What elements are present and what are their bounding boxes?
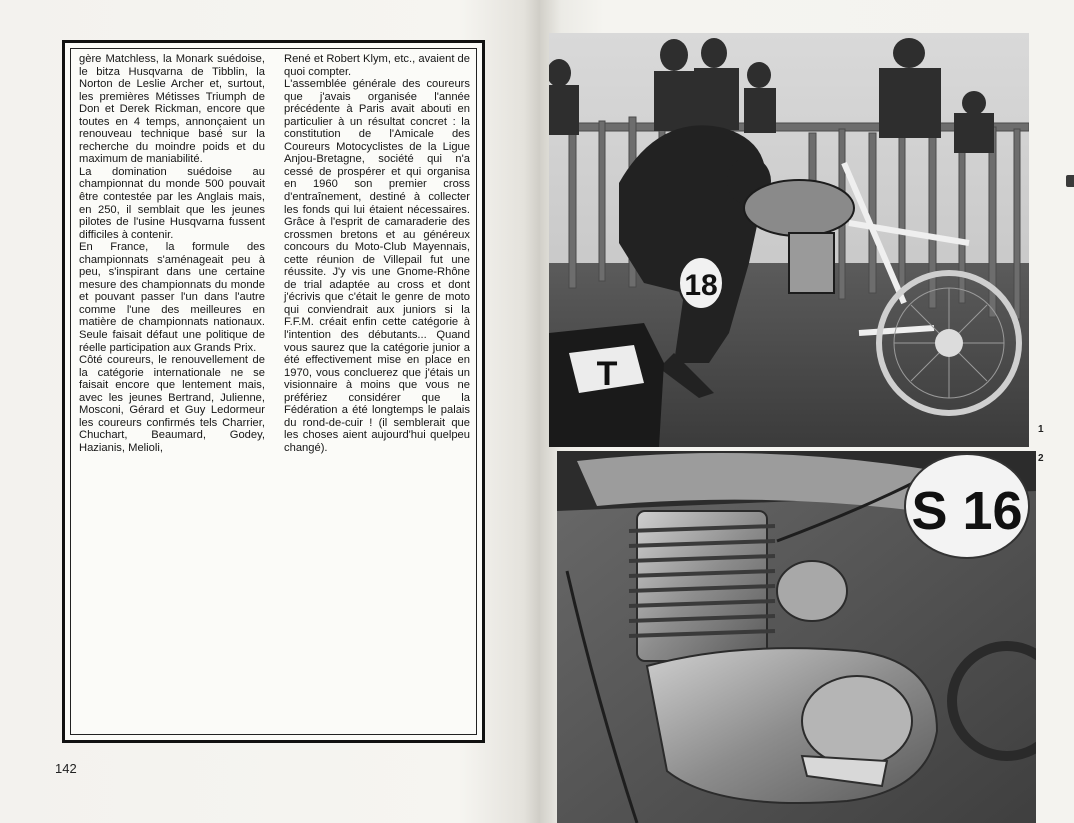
text-frame xyxy=(62,40,485,743)
photo-2-image xyxy=(557,451,1036,823)
page-edge-tab xyxy=(1066,175,1074,187)
race-number-18: 18 xyxy=(684,269,718,302)
photo-2-caption: 2 xyxy=(1038,453,1044,464)
fairing-letter: T xyxy=(596,355,618,393)
text-column-1 xyxy=(79,53,265,455)
photo-engine-closeup xyxy=(557,451,1036,823)
page-number: 142 xyxy=(55,761,77,776)
paragraph: En France, la formule des championnats s'aménageait peu à peu, s'inspirant dans une certaine mesure des championnats du monde et pouvant passer l'un dans l'autre comme l'une des meilleures en matière de championnats nationaux. Seule faisait défaut une politique de réelle participation aux Grands Prix. xyxy=(79,241,265,354)
text-column-2 xyxy=(284,53,470,455)
paragraph: gère Matchless, la Monark suédoise, le bitza Husqvarna de Tibblin, la Norton de Leslie Archer et, surtout, les premières Métisses Triumph de Don et Derek Rickman, encore que toutes en 4 temps, annonçaient un renouveau technique basé sur la recherche du moindre poids et du maximum de maniabilité. xyxy=(79,53,265,166)
photo-1-image xyxy=(549,33,1029,447)
photo-1-caption: 1 xyxy=(1038,424,1044,435)
photo-mechanic-at-motorcycle xyxy=(549,33,1029,447)
paragraph: L'assemblée générale des coureurs que j'avais organisée l'année précédente à Paris avait abouti en particulier à un résultat concret : la constitution de l'Amicale des Coureurs Motocyclistes de la Ligue Anjou-Bretagne, société qui n'a cessé de prospérer et qui organisa en 1960 son premier cross d'entraînement, destiné à collecter les fonds qui lui étaient nécessaires. Grâce à l'esprit de camaraderie des crossmen bretons et au généreux concours du Moto-Club Mayennais, cette réunion de Villepail fut une réussite. J'y vis une Gnome-Rhône de trial adaptée au cross et dont j'écrivis que c'était le genre de moto qui conviendrait aux juniors si la F.F.M. créait enfin cette catégorie à l'intention des débutants... Quand vous saurez que la catégorie junior a été effectivement mise en place en 1970, vous concluerez que j'étais un visionnaire à moins que vous ne préfériez considérer que la Fédération a été longtemps le palais du rond-de-cuir ! (il semblerait que les choses aient aujourd'hui quelpeu changé). xyxy=(284,78,470,454)
paragraph: René et Robert Klym, etc., avaient de quoi compter. xyxy=(284,53,470,78)
paragraph: Côté coureurs, le renouvellement de la catégorie internationale ne se faisait encore que lentement mais, avec les jeunes Bertrand, Julienne, Mosconi, Gérard et Guy Ledormeur les coureurs confirmés tels Charrier, Chuchart, Beaumard, Godey, Hazianis, Melioli, xyxy=(79,354,265,454)
race-number-s16: S 16 xyxy=(911,481,1023,541)
paragraph: La domination suédoise au championnat du monde 500 pouvait être contestée par les Anglais mais, en 250, il semblait que les jeunes pilotes de l'usine Husqvarna fussent difficiles à contenir. xyxy=(79,165,265,241)
